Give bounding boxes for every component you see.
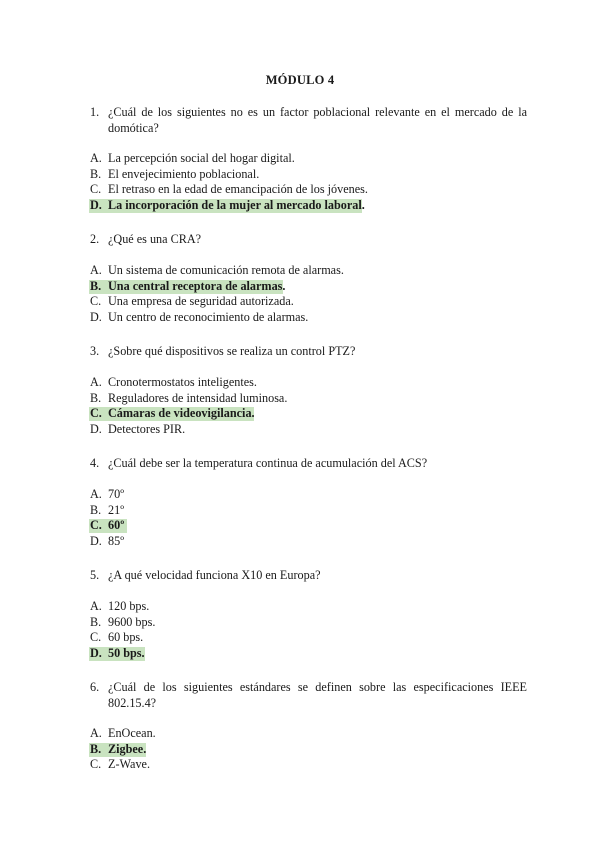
option-letter: D. — [90, 197, 102, 212]
option-text: 70º — [108, 487, 124, 501]
options-question-2 — [90, 263, 530, 325]
option-text: Reguladores de intensidad luminosa. — [108, 390, 288, 405]
option-letter: B. — [90, 741, 102, 756]
option-d-correct — [90, 198, 530, 214]
option-c-correct — [90, 406, 530, 422]
option-text: El envejecimiento poblacional. — [108, 166, 260, 181]
option-letter: D. — [90, 645, 102, 660]
option-letter: D. — [90, 309, 102, 324]
option-a — [90, 263, 530, 279]
option-a — [90, 726, 530, 742]
option-d — [90, 310, 530, 326]
option-letter: C. — [90, 182, 102, 197]
option-b — [90, 167, 530, 183]
option-text: Z-Wave. — [108, 757, 150, 772]
option-letter: A. — [90, 726, 102, 740]
option-letter: C. — [90, 406, 102, 421]
option-text: Detectores PIR. — [108, 421, 186, 436]
option-text: EnOcean. — [108, 726, 156, 740]
option-text: 120 bps. — [108, 599, 150, 613]
option-text: Zigbee. — [108, 741, 147, 756]
option-letter: C. — [90, 294, 102, 309]
question-number: 2. — [90, 232, 100, 246]
question-text: ¿Cuál de los siguientes no es un factor poblacional relevante en el mercado de la domótica? — [108, 105, 527, 135]
option-a — [90, 151, 530, 167]
option-b-correct — [90, 742, 530, 758]
option-b — [90, 503, 530, 519]
question-number: 3. — [90, 344, 100, 358]
option-letter: B. — [90, 390, 102, 405]
option-text: Cámaras de videovigilancia. — [108, 406, 255, 421]
question-text: ¿A qué velocidad funciona X10 en Europa? — [108, 568, 321, 582]
question-number: 5. — [90, 568, 100, 582]
option-letter: A. — [90, 375, 102, 389]
options-question-6 — [90, 726, 530, 773]
option-text: 60º — [108, 518, 125, 533]
option-letter: B. — [90, 502, 102, 517]
option-letter: C. — [90, 518, 102, 533]
question-text: ¿Sobre qué dispositivos se realiza un control PTZ? — [108, 344, 356, 358]
option-text: 60 bps. — [108, 630, 144, 645]
options-question-4 — [90, 487, 530, 549]
question-1 — [90, 104, 527, 136]
option-letter: A. — [90, 151, 102, 165]
option-a — [90, 487, 530, 503]
option-text: 50 bps. — [108, 645, 145, 660]
option-letter: A. — [90, 487, 102, 501]
options-question-1 — [90, 151, 530, 213]
options-question-3 — [90, 375, 530, 437]
option-text: La percepción social del hogar digital. — [108, 151, 295, 165]
option-letter: B. — [90, 278, 102, 293]
option-b — [90, 615, 530, 631]
option-a — [90, 599, 530, 615]
question-4 — [90, 455, 527, 471]
question-text: ¿Cuál debe ser la temperatura continua de acumulación del ACS? — [108, 456, 428, 470]
option-letter: C. — [90, 630, 102, 645]
option-text: 9600 bps. — [108, 614, 156, 629]
option-letter: B. — [90, 166, 102, 181]
option-text: Un sistema de comunicación remota de alarmas. — [108, 263, 344, 277]
option-b-correct — [90, 279, 530, 295]
question-5 — [90, 567, 527, 583]
option-text: 85º — [108, 533, 124, 548]
option-text: Una empresa de seguridad autorizada. — [108, 294, 294, 309]
option-c-correct — [90, 518, 530, 534]
option-text: La incorporación de la mujer al mercado laboral. — [108, 197, 365, 212]
option-letter: A. — [90, 599, 102, 613]
options-question-5 — [90, 599, 530, 661]
option-d — [90, 422, 530, 438]
option-d — [90, 534, 530, 550]
question-6 — [90, 679, 527, 711]
option-text: Un centro de reconocimiento de alarmas. — [108, 309, 309, 324]
option-c — [90, 182, 530, 198]
option-c — [90, 294, 530, 310]
option-letter: A. — [90, 263, 102, 277]
question-2 — [90, 231, 527, 247]
option-text: El retraso en la edad de emancipación de los jóvenes. — [108, 182, 368, 197]
question-number: 1. — [90, 105, 100, 119]
question-3 — [90, 343, 527, 359]
option-letter: C. — [90, 757, 102, 772]
page-title: MÓDULO 4 — [265, 73, 335, 87]
question-number: 4. — [90, 456, 100, 470]
option-letter: D. — [90, 533, 102, 548]
option-text: Una central receptora de alarmas. — [108, 278, 286, 293]
option-text: 21º — [108, 502, 124, 517]
option-letter: D. — [90, 421, 102, 436]
question-text: ¿Cuál de los siguientes estándares se definen sobre las especificaciones IEEE 802.15.4? — [108, 680, 527, 710]
option-b — [90, 391, 530, 407]
option-text: Cronotermostatos inteligentes. — [108, 375, 257, 389]
option-letter: B. — [90, 614, 102, 629]
option-a — [90, 375, 530, 391]
question-number: 6. — [90, 680, 100, 694]
option-d-correct — [90, 646, 530, 662]
option-c — [90, 630, 530, 646]
option-c — [90, 757, 530, 773]
question-text: ¿Qué es una CRA? — [108, 232, 202, 246]
